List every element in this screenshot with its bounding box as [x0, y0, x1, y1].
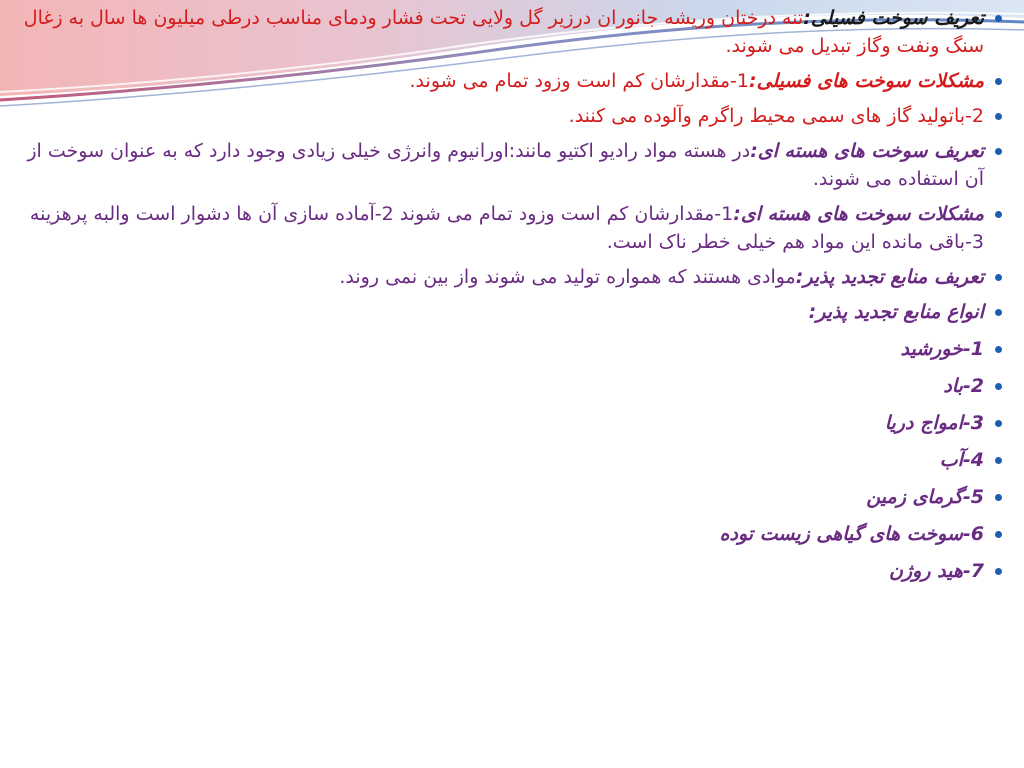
term-label: 5-گرمای زمین [866, 486, 984, 508]
bullet-icon [995, 457, 1002, 464]
term-label: 2-باد [943, 375, 984, 397]
item-text: در هسته مواد رادیو اکتیو مانند:اورانیوم وانرژی خیلی زیادی وجود دارد که به عنوان سوخت از آن استفاده می شوند. [27, 140, 984, 190]
term-label: تعریف سوخت های هسته ای: [750, 140, 984, 162]
term-label: تعریف منابع تجدید پذیر: [795, 266, 984, 288]
list-item-wind [10, 372, 1004, 400]
term-label: 3-امواج دریا [884, 412, 984, 434]
list-item-nuclear-definition [10, 137, 1004, 193]
list-item-renewable-definition [10, 263, 1004, 291]
list-item-hydrogen [10, 557, 1004, 585]
bullet-icon [995, 420, 1002, 427]
bullet-icon [995, 346, 1002, 353]
list-item-fossil-problem-2 [10, 102, 1004, 130]
list-item-geothermal [10, 483, 1004, 511]
term-label: انواع منابع تجدید پذیر: [808, 301, 984, 323]
item-text: موادی هستند که همواره تولید می شوند واز بین نمی روند. [339, 266, 796, 288]
list-item-biomass [10, 520, 1004, 548]
bullet-icon [995, 309, 1002, 316]
bullet-icon [995, 531, 1002, 538]
list-item-fossil-problems [10, 67, 1004, 95]
term-label: 7-هید روژن [889, 560, 984, 582]
bullet-list [10, 4, 1004, 594]
list-item-solar [10, 335, 1004, 363]
list-item-water [10, 446, 1004, 474]
list-item-nuclear-problems [10, 200, 1004, 256]
item-text: تنه درختان وریشه جانوران درزیر گل ولایی تحت فشار ودمای مناسب درطی میلیون ها سال به زغال سنگ ونفت وگاز تبدیل می شوند. [23, 7, 984, 57]
bullet-icon [995, 494, 1002, 501]
term-label: 1-خورشید [900, 338, 984, 360]
list-item-renewable-types [10, 298, 1004, 326]
item-text: 1-مقدارشان کم است وزود تمام می شوند. [409, 70, 749, 92]
term-label: تعریف سوخت فسیلی: [803, 7, 984, 29]
term-label: 4-آب [939, 449, 984, 471]
bullet-icon [995, 568, 1002, 575]
bullet-icon [995, 78, 1002, 85]
list-item-fossil-definition [10, 4, 1004, 60]
bullet-icon [995, 148, 1002, 155]
list-item-sea-waves [10, 409, 1004, 437]
term-label: مشکلات سوخت های هسته ای: [733, 203, 984, 225]
bullet-icon [995, 113, 1002, 120]
term-label: 6-سوخت های گیاهی زیست توده [719, 523, 984, 545]
bullet-icon [995, 383, 1002, 390]
bullet-icon [995, 211, 1002, 218]
bullet-icon [995, 15, 1002, 22]
term-label: مشکلات سوخت های فسیلی: [749, 70, 984, 92]
bullet-icon [995, 274, 1002, 281]
item-text: 1-مقدارشان کم است وزود تمام می شوند 2-آماده سازی آن ها دشوار است والبه پرهزینه 3-باقی مانده این مواد هم خیلی خطر ناک است. [29, 203, 984, 253]
item-text: 2-باتولید گاز های سمی محیط راگرم وآلوده می کنند. [568, 105, 984, 127]
